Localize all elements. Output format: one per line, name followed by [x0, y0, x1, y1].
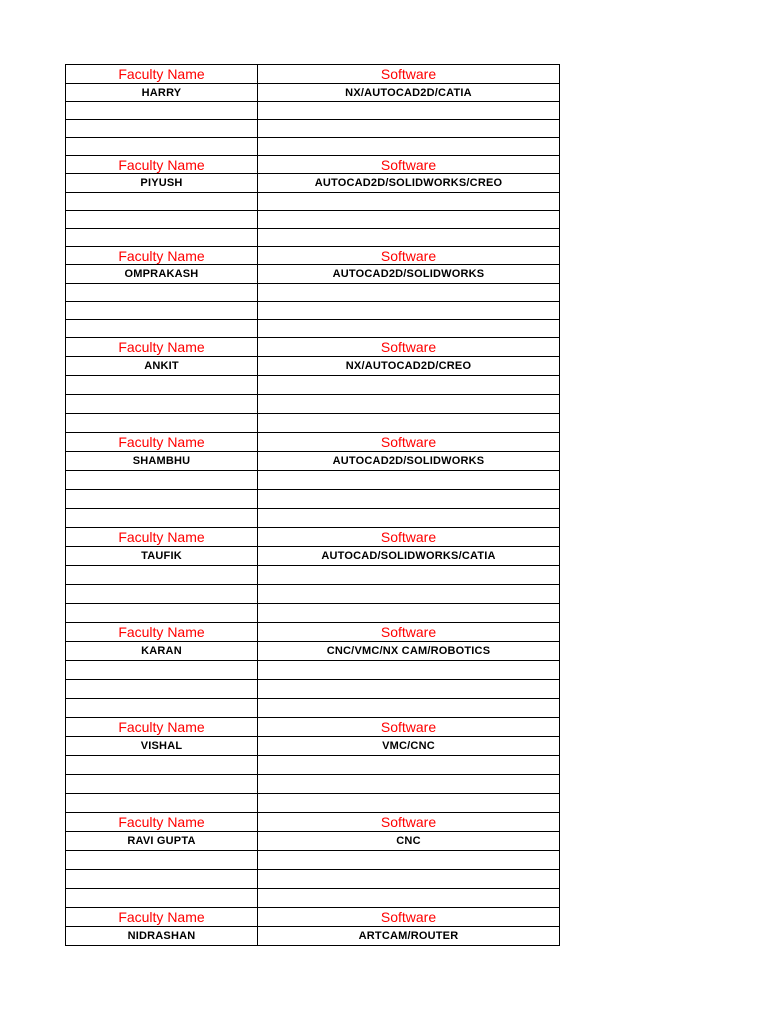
empty-cell: [66, 414, 258, 433]
empty-cell: [258, 193, 560, 211]
empty-cell: [66, 661, 258, 680]
faculty-row: [66, 265, 560, 284]
empty-cell: [66, 756, 258, 775]
faculty-name-cell: RAVI GUPTA: [66, 832, 258, 851]
empty-cell: [66, 120, 258, 138]
software-header: Software: [258, 908, 560, 927]
empty-cell: [258, 661, 560, 680]
group-header-row: [66, 813, 560, 832]
empty-row: [66, 870, 560, 889]
empty-row: [66, 794, 560, 813]
empty-row: [66, 490, 560, 509]
faculty-row: [66, 452, 560, 471]
empty-row: [66, 211, 560, 229]
faculty-name-cell: ANKIT: [66, 357, 258, 376]
empty-row: [66, 509, 560, 528]
faculty-name-header: Faculty Name: [66, 433, 258, 452]
empty-cell: [66, 376, 258, 395]
empty-cell: [258, 794, 560, 813]
software-header: Software: [258, 813, 560, 832]
empty-cell: [258, 302, 560, 320]
empty-cell: [258, 775, 560, 794]
empty-cell: [258, 376, 560, 395]
software-header: Software: [258, 528, 560, 547]
software-header: Software: [258, 623, 560, 642]
empty-row: [66, 138, 560, 156]
software-header: Software: [258, 718, 560, 737]
empty-cell: [258, 870, 560, 889]
empty-row: [66, 851, 560, 870]
faculty-row: [66, 174, 560, 193]
software-header: Software: [258, 433, 560, 452]
faculty-name-header: Faculty Name: [66, 813, 258, 832]
group-header-row: [66, 65, 560, 84]
empty-cell: [66, 604, 258, 623]
faculty-name-header: Faculty Name: [66, 908, 258, 927]
faculty-name-header: Faculty Name: [66, 247, 258, 265]
faculty-name-cell: HARRY: [66, 84, 258, 102]
empty-cell: [66, 794, 258, 813]
empty-row: [66, 395, 560, 414]
empty-cell: [66, 680, 258, 699]
empty-cell: [66, 320, 258, 338]
empty-cell: [258, 680, 560, 699]
software-cell: AUTOCAD2D/SOLIDWORKS: [258, 265, 560, 284]
empty-cell: [66, 509, 258, 528]
software-header: Software: [258, 65, 560, 84]
empty-row: [66, 229, 560, 247]
software-header: Software: [258, 247, 560, 265]
software-cell: CNC/VMC/NX CAM/ROBOTICS: [258, 642, 560, 661]
empty-cell: [258, 509, 560, 528]
empty-cell: [66, 395, 258, 414]
empty-row: [66, 284, 560, 302]
empty-row: [66, 775, 560, 794]
software-cell: AUTOCAD2D/SOLIDWORKS: [258, 452, 560, 471]
group-header-row: [66, 433, 560, 452]
empty-row: [66, 320, 560, 338]
empty-row: [66, 471, 560, 490]
faculty-name-cell: PIYUSH: [66, 174, 258, 193]
empty-cell: [258, 585, 560, 604]
software-cell: VMC/CNC: [258, 737, 560, 756]
empty-cell: [66, 138, 258, 156]
group-header-row: [66, 623, 560, 642]
empty-cell: [66, 851, 258, 870]
faculty-row: [66, 832, 560, 851]
empty-cell: [258, 414, 560, 433]
group-header-row: [66, 338, 560, 357]
empty-cell: [66, 490, 258, 509]
group-header-row: [66, 156, 560, 174]
faculty-row: [66, 927, 560, 946]
faculty-software-table: [65, 64, 560, 946]
empty-cell: [66, 889, 258, 908]
faculty-name-header: Faculty Name: [66, 623, 258, 642]
empty-cell: [66, 471, 258, 490]
faculty-row: [66, 84, 560, 102]
software-cell: NX/AUTOCAD2D/CATIA: [258, 84, 560, 102]
faculty-name-header: Faculty Name: [66, 338, 258, 357]
empty-cell: [66, 775, 258, 794]
empty-cell: [66, 699, 258, 718]
empty-cell: [258, 566, 560, 585]
empty-row: [66, 302, 560, 320]
empty-cell: [258, 320, 560, 338]
faculty-row: [66, 737, 560, 756]
faculty-row: [66, 642, 560, 661]
faculty-name-header: Faculty Name: [66, 156, 258, 174]
software-cell: ARTCAM/ROUTER: [258, 927, 560, 946]
empty-row: [66, 661, 560, 680]
faculty-name-header: Faculty Name: [66, 528, 258, 547]
empty-cell: [258, 211, 560, 229]
empty-row: [66, 585, 560, 604]
empty-row: [66, 604, 560, 623]
empty-row: [66, 102, 560, 120]
empty-cell: [66, 302, 258, 320]
empty-cell: [258, 120, 560, 138]
software-cell: CNC: [258, 832, 560, 851]
empty-row: [66, 376, 560, 395]
software-cell: AUTOCAD2D/SOLIDWORKS/CREO: [258, 174, 560, 193]
faculty-name-cell: OMPRAKASH: [66, 265, 258, 284]
empty-cell: [258, 699, 560, 718]
empty-cell: [258, 889, 560, 908]
empty-row: [66, 566, 560, 585]
empty-cell: [258, 395, 560, 414]
empty-cell: [66, 870, 258, 889]
group-header-row: [66, 718, 560, 737]
empty-row: [66, 756, 560, 775]
faculty-name-header: Faculty Name: [66, 718, 258, 737]
empty-row: [66, 120, 560, 138]
empty-cell: [258, 138, 560, 156]
software-header: Software: [258, 156, 560, 174]
empty-cell: [258, 229, 560, 247]
empty-cell: [258, 756, 560, 775]
faculty-name-cell: SHAMBHU: [66, 452, 258, 471]
empty-cell: [66, 211, 258, 229]
empty-row: [66, 193, 560, 211]
faculty-name-cell: KARAN: [66, 642, 258, 661]
faculty-name-cell: VISHAL: [66, 737, 258, 756]
software-cell: NX/AUTOCAD2D/CREO: [258, 357, 560, 376]
empty-cell: [66, 229, 258, 247]
group-header-row: [66, 908, 560, 927]
software-cell: AUTOCAD/SOLIDWORKS/CATIA: [258, 547, 560, 566]
faculty-name-cell: TAUFIK: [66, 547, 258, 566]
empty-cell: [66, 193, 258, 211]
faculty-row: [66, 357, 560, 376]
group-header-row: [66, 528, 560, 547]
empty-row: [66, 889, 560, 908]
empty-cell: [66, 102, 258, 120]
software-header: Software: [258, 338, 560, 357]
faculty-name-header: Faculty Name: [66, 65, 258, 84]
group-header-row: [66, 247, 560, 265]
empty-cell: [258, 284, 560, 302]
empty-cell: [258, 604, 560, 623]
empty-cell: [66, 284, 258, 302]
empty-cell: [66, 585, 258, 604]
empty-cell: [258, 102, 560, 120]
empty-cell: [258, 471, 560, 490]
empty-cell: [258, 851, 560, 870]
empty-row: [66, 414, 560, 433]
empty-row: [66, 699, 560, 718]
empty-cell: [258, 490, 560, 509]
faculty-name-cell: NIDRASHAN: [66, 927, 258, 946]
faculty-row: [66, 547, 560, 566]
empty-cell: [66, 566, 258, 585]
empty-row: [66, 680, 560, 699]
